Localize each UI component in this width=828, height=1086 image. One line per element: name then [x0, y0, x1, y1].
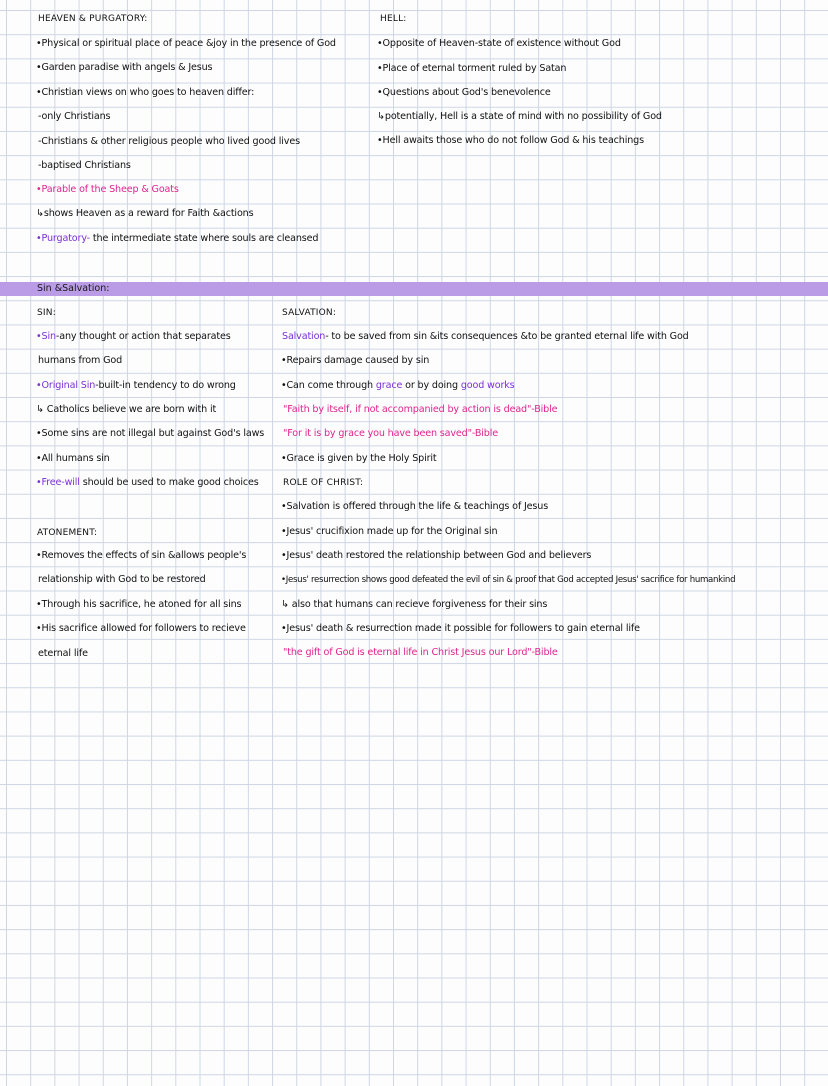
gift-quote: "the gift of God is eternal life in Christ Jesus our Lord"-Bible	[283, 647, 558, 658]
atonement-line: relationship with God to be restored	[38, 574, 206, 585]
section-band	[0, 282, 828, 296]
heaven-line: •Garden paradise with angels & Jesus	[36, 62, 213, 73]
grace-term: grace	[375, 380, 403, 391]
illegal-line: •Some sins are not illegal but against God's laws	[36, 428, 265, 439]
heaven-line: •Christian views on who goes to heaven differ:	[36, 87, 255, 98]
grace-pre: •Can come through	[281, 380, 376, 391]
grace-quote: "For it is by grace you have been saved"-Bible	[283, 428, 498, 439]
atonement-heading: ATONEMENT:	[37, 528, 98, 538]
sin-def: -any thought or action that separates	[55, 331, 231, 342]
christ-heading: ROLE OF CHRIST:	[283, 478, 364, 488]
heaven-line: -baptised Christians	[38, 160, 131, 171]
section-band-label: Sin &Salvation:	[37, 283, 110, 294]
salvation-term: Salvation	[282, 331, 326, 342]
purgatory-line	[36, 233, 318, 245]
heaven-line: •Physical or spiritual place of peace &joy in the presence of God	[36, 38, 336, 49]
atonement-line: •His sacrifice allowed for followers to recieve	[36, 623, 246, 634]
all-sin-line: •All humans sin	[36, 453, 110, 464]
freewill-line	[36, 477, 259, 489]
heaven-line: -only Christians	[38, 111, 111, 122]
heaven-line: -Christians & other religious people who lived good lives	[38, 136, 300, 147]
sin-heading: SIN:	[37, 308, 56, 318]
hell-line: ↳potentially, Hell is a state of mind with no possibility of God	[377, 111, 662, 122]
repairs-line: •Repairs damage caused by sin	[281, 355, 430, 366]
hell-heading: HELL:	[380, 14, 407, 24]
original-sin-term: •Original Sin	[36, 380, 96, 391]
salvation-heading: SALVATION:	[282, 308, 337, 318]
catholics-line: ↳ Catholics believe we are born with it	[36, 404, 217, 415]
grace-works-line	[281, 380, 515, 392]
grace-mid: or by doing	[402, 380, 461, 391]
freewill-def: should be used to make good choices	[79, 477, 259, 488]
christ-line: •Jesus' resurrection shows good defeated the evil of sin & proof that God accepted Jesus' sacrifice for humankind	[281, 575, 736, 585]
works-term: good works	[460, 380, 515, 391]
hell-line: •Hell awaits those who do not follow God & his teachings	[377, 135, 644, 146]
hell-line: •Opposite of Heaven-state of existence without God	[377, 38, 621, 49]
salvation-def: - to be saved from sin &its consequences &to be granted eternal life with God	[325, 331, 689, 342]
purgatory-def: the intermediate state where souls are cleansed	[90, 233, 319, 244]
heaven-heading: HEAVEN & PURGATORY:	[38, 14, 148, 24]
sin-definition-cont: humans from God	[38, 355, 123, 366]
purgatory-term: •Purgatory-	[36, 233, 90, 244]
christ-line: ↳ also that humans can recieve forgiveness for their sins	[281, 599, 548, 610]
christ-line: •Jesus' death restored the relationship between God and believers	[281, 550, 592, 561]
christ-line: •Jesus' crucifixion made up for the Original sin	[281, 526, 498, 537]
parable-line: •Parable of the Sheep & Goats	[36, 184, 179, 195]
hell-line: •Questions about God's benevolence	[377, 87, 551, 98]
christ-line: •Jesus' death & resurrection made it possible for followers to gain eternal life	[281, 623, 640, 634]
atonement-line: eternal life	[38, 648, 88, 659]
christ-line: •Salvation is offered through the life & teachings of Jesus	[281, 501, 549, 512]
freewill-term: •Free-will	[36, 477, 80, 488]
original-sin-def: -built-in tendency to do wrong	[95, 380, 236, 391]
faith-quote: "Faith by itself, if not accompanied by action is dead"-Bible	[283, 404, 558, 415]
sin-term: •Sin	[36, 331, 56, 342]
atonement-line: •Through his sacrifice, he atoned for all sins	[36, 599, 242, 610]
parable-note: ↳shows Heaven as a reward for Faith &actions	[36, 208, 254, 219]
salvation-definition	[282, 331, 689, 343]
original-sin-line	[36, 380, 236, 392]
sin-definition	[36, 331, 231, 343]
hell-line: •Place of eternal torment ruled by Satan	[377, 63, 567, 74]
holy-spirit-line: •Grace is given by the Holy Spirit	[281, 453, 437, 464]
atonement-line: •Removes the effects of sin &allows people's	[36, 550, 247, 561]
